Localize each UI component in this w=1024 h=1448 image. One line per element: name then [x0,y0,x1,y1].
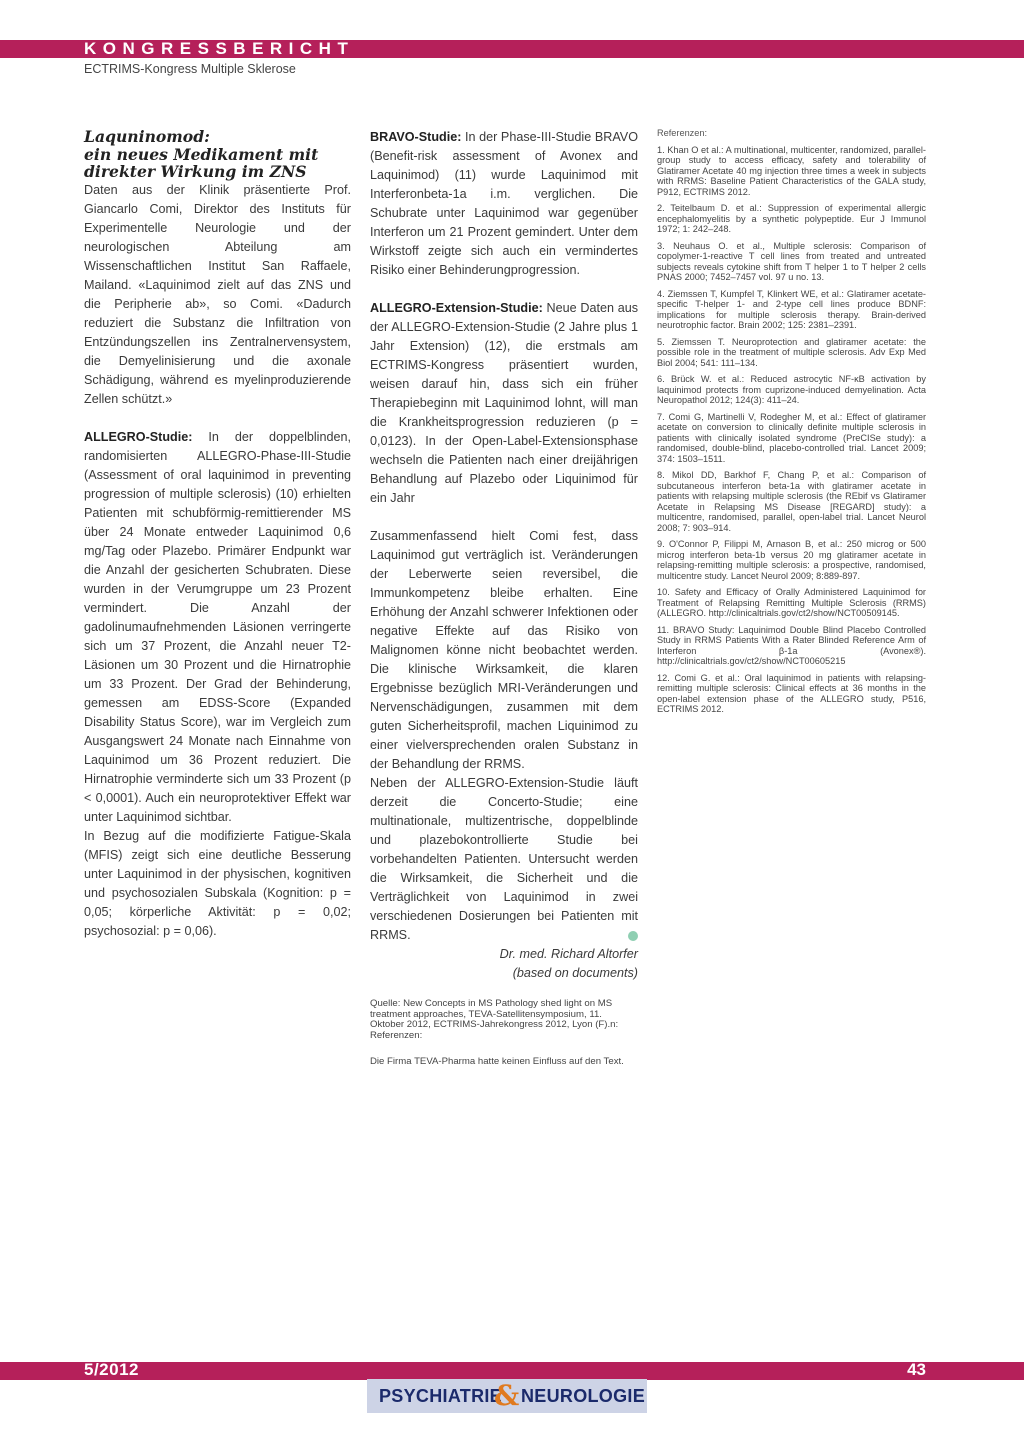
bravo-text: In der Phase-III-Studie BRAVO (Benefit-risk assessment of Avonex and Laquinimod) (11) wurde Laquinimod mit Interferonbeta-1a i.m. verglichen. Die Schubrate unter Laquinimod war gegenüber Interferon um 21 Prozent gemindert. Unter dem Wirkstoff zeigte sich auch ein vermindertes Risiko einer Behinderungprogression. [370,130,638,277]
allegro-heading: ALLEGRO-Studie: [84,429,193,444]
intro-paragraph: Daten aus der Klinik präsentierte Prof. Giancarlo Comi, Direktor des Instituts für Experimentelle Neurologie und der neurologischen Abteilung am Wissenschaftlichen Institut San Raffaele, Mailand. «Laquinimod zielt auf das ZNS und die Peripherie ab», so Comi. «Dadurch reduziert die Substanz die Infiltration von Entzündungszellen ins Zentralnervensystem, die Demyelinisierung und die axonale Schädigung, während es myelinproduzierende Zellen schützt.» [84,182,351,406]
disclaimer: Die Firma TEVA-Pharma hatte keinen Einfluss auf den Text. [370,1056,624,1068]
extension-heading: ALLEGRO-Extension-Studie: [370,301,543,315]
references [657,128,926,721]
end-dot-icon [628,931,638,941]
fatigue-paragraph: In Bezug auf die modifizierte Fatigue-Skala (MFIS) zeigt sich eine deutliche Besserung unter Laquinimod in der physischen, kognitiven und psychosozialen Subskala (Kognition: p = 0,05; körperliche Aktivität: p = 0,02; psychosozial: p = 0,06). [84,828,351,938]
reference-item: 2. Teitelbaum D. et al.: Suppression of experimental allergic encephalomyelitis by a synthetic polypeptide. Eur J Immunol 1972; 1: 242–248. [657,203,926,234]
reference-item: 7. Comi G, Martinelli V, Rodegher M, et al.: Effect of glatiramer acetate on conversion to clinically definite multiple sclerosis in patients with clinically isolated syndrome (PreCISe study): a randomised, double-blind, placebo-controlled trial. Lancet 2009; 374: 1503–1511. [657,411,926,464]
reference-item: 4. Ziemssen T, Kumpfel T, Klinkert WE, et al.: Glatiramer acetate-specific T-helper 1- and 2-type cell lines produce BDNF: implications for multiple sclerosis therapy. Brain-derived neurotrophic factor. Brain 2002; 125: 2381–2391. [657,288,926,330]
allegro-paragraph [84,428,351,827]
source-note: Quelle: New Concepts in MS Pathology shed light on MS treatment approaches, TEVA-Satellitensymposium, 11. Oktober 2012, ECTRIMS-Jahrekongress 2012, Lyon (F).n: Referenzen: [370,998,619,1041]
summary-paragraph: Zusammenfassend hielt Comi fest, dass Laquinimod gut verträglich ist. Veränderungen der Leberwerte seien reversibel, die Immunkompetenz bleibe erhalten. Eine Erhöhung der Anzahl schwerer Infektionen oder negative Effekte auf das Risiko von Malignomen könne nicht beobachtet werden. Die klinische Wirksamkeit, die klaren Ergebnisse bezüglich MRI-Veränderungen und Nervenschädigungen, zusammen mit dem guten Sicherheitsprofil, machen Liquinimod zu einer vielversprechenden oralen Substanz in der Behandlung der RRMS. [370,529,638,771]
footer-bar [0,1362,1024,1380]
concerto-text: Neben der ALLEGRO-Extension-Studie läuft derzeit die Concerto-Studie; eine multinationale, multizentrische, doppelblinde und plazebokontrollierte Studie bei vorbehandelten Patienten. Untersucht werden die Wirksamkeit, die Sicherheit und die Verträglichkeit von Laquinimod in zwei verschiedenen Dosierungen bei Patienten mit RRMS. [370,776,638,942]
article-title-line: direkter Wirkung im ZNS [84,162,307,181]
reference-item: 3. Neuhaus O. et al., Multiple sclerosis: Comparison of copolymer-1-reactive T cell lines from treated and untreated subjects reveals cytokine shift from T helper 1 to T helper 2 cells PNAS 2000; 7452–7457 vol. 97 u no. 13. [657,240,926,282]
reference-item: 5. Ziemssen T. Neuroprotection and glatiramer acetate: the possible role in the treatment of multiple sclerosis. Adv Exp Med Biol 2004; 541: 111–134. [657,336,926,368]
issue-number: 5/2012 [84,1360,139,1379]
logo-word-right: NEUROLOGIE [521,1386,646,1406]
reference-item: 1. Khan O et al.: A multinational, multicenter, randomized, parallel-group study to access efficacy, safety and tolerability of Glatiramer Acetate 40 mg injection three times a week in subjects with RRMS: Baseline Patient Characteristics of the GALA study, P912, ECTRIMS 2012. [657,144,926,197]
reference-item: 9. O'Connor P, Filippi M, Arnason B, et al.: 250 microg or 500 microg interferon beta-1b versus 20 mg glatiramer acetate in relapsing-remitting multiple sclerosis: a prospective, randomised, multicentre study. Lancet Neurol 2009; 8:889-897. [657,539,926,581]
journal-logo [367,1379,647,1413]
bravo-paragraph [370,128,638,280]
logo-word-left: PSYCHIATRIE [379,1386,502,1406]
reference-item: 8. Mikol DD, Barkhof F, Chang P, et al.: Comparison of subcutaneous interferon beta-1a with glatiramer acetate in patients with relapsing multiple sclerosis (the REbif vs Glatiramer Acetate in Relapsing MS Disease [REGARD] study): a multicentre, randomised, parallel, open-label trial. Lancet Neurol 2008; 7: 903–914. [657,470,926,533]
column-2 [370,128,638,1068]
column-1 [84,128,351,941]
reference-item: 10. Safety and Efficacy of Orally Administered Laquinimod for Treatment of Relapsing Remitting Multiple Sclerosis (RRMS) (ALLEGRO. http://clinicaltrials.gov/ct2/show/NCT00509145. [657,587,926,618]
section-title: KONGRESSBERICHT [84,39,355,58]
references-heading: Referenzen: [657,128,708,138]
section-subtitle: ECTRIMS-Kongress Multiple Sklerose [84,62,296,76]
article-title [84,128,351,181]
extension-text: Neue Daten aus der ALLEGRO-Extension-Studie (2 Jahre plus 1 Jahr Extension) (12), die erstmals am ECTRIMS-Kongress präsentiert wurden, weisen darauf hin, dass sich ein früher Therapiebeginn mit Laquinimod lohnt, will man die Krankheitsprogression reduzieren (p = 0,0123). In der Open-Label-Extensionsphase wechseln die Patienten nach einer dreijährigen Behandlung auf Plazebo oder Liquinimod für ein Jahr [370,301,638,505]
article-title-line: Laquninomod: [84,127,210,146]
bravo-heading: BRAVO-Studie: [370,130,462,144]
author: Dr. med. Richard Altorfer [499,947,638,961]
reference-item: 6. Brück W. et al.: Reduced astrocytic NF-κB activation by laquinimod protects from cuprizone-induced demyelination. Acta Neuropathol 2012; 124(3): 411–24. [657,374,926,405]
logo-ampersand: & [494,1379,520,1412]
reference-item: 11. BRAVO Study: Laquinimod Double Blind Placebo Controlled Study in RRMS Patients With a Rater Blinded Reference Arm of Interferon β-1a (Avonex®). http://clinicaltrials.gov/ct2/show/NCT00605215 [657,624,926,666]
concerto-paragraph [370,774,638,945]
author-note: (based on documents) [512,966,638,980]
extension-paragraph [370,299,638,508]
article-title-line: ein neues Medikament mit [84,144,319,164]
allegro-text: In der doppelblinden, randomisierten ALLEGRO-Phase-III-Studie (Assessment of oral laquinimod in preventing progression of multiple sclerosis) (10) erhielten Patienten mit schubförmig-remittierender MS über 24 Monate entweder Laquinimod 0,6 mg/Tag oder Plazebo. Primärer Endpunkt war die Anzahl der gesicherten Schubraten. Diese wurden in der Verumgruppe um 23 Prozent vermindert. Die Anzahl der gadolinumaufnehmenden Läsionen verringerte sich um 37 Prozent, die Anzahl neuer T2-Läsionen um 30 Prozent und die Hirnatrophie um 33 Prozent. Der Grad der Behinderung, gemessen am EDSS-Score (Expanded Disability Status Score), war im Vergleich zum Ausgangswert 24 Monate nach Einnahme von Laquinimod um 36 Prozent reduziert. Die Hirnatrophie verminderte sich um 33 Prozent (p < 0,0001). Auch ein neuroprotektiver Effekt war unter Laquinimod sichtbar. [84,429,351,824]
page-number: 43 [907,1360,926,1379]
reference-item: 12. Comi G. et al.: Oral laquinimod in patients with relapsing-remitting multiple sclerosis: Clinical effects at 36 months in the open-label extension phase of the ALLEGRO study, P516, ECTRIMS 2012. [657,672,926,714]
